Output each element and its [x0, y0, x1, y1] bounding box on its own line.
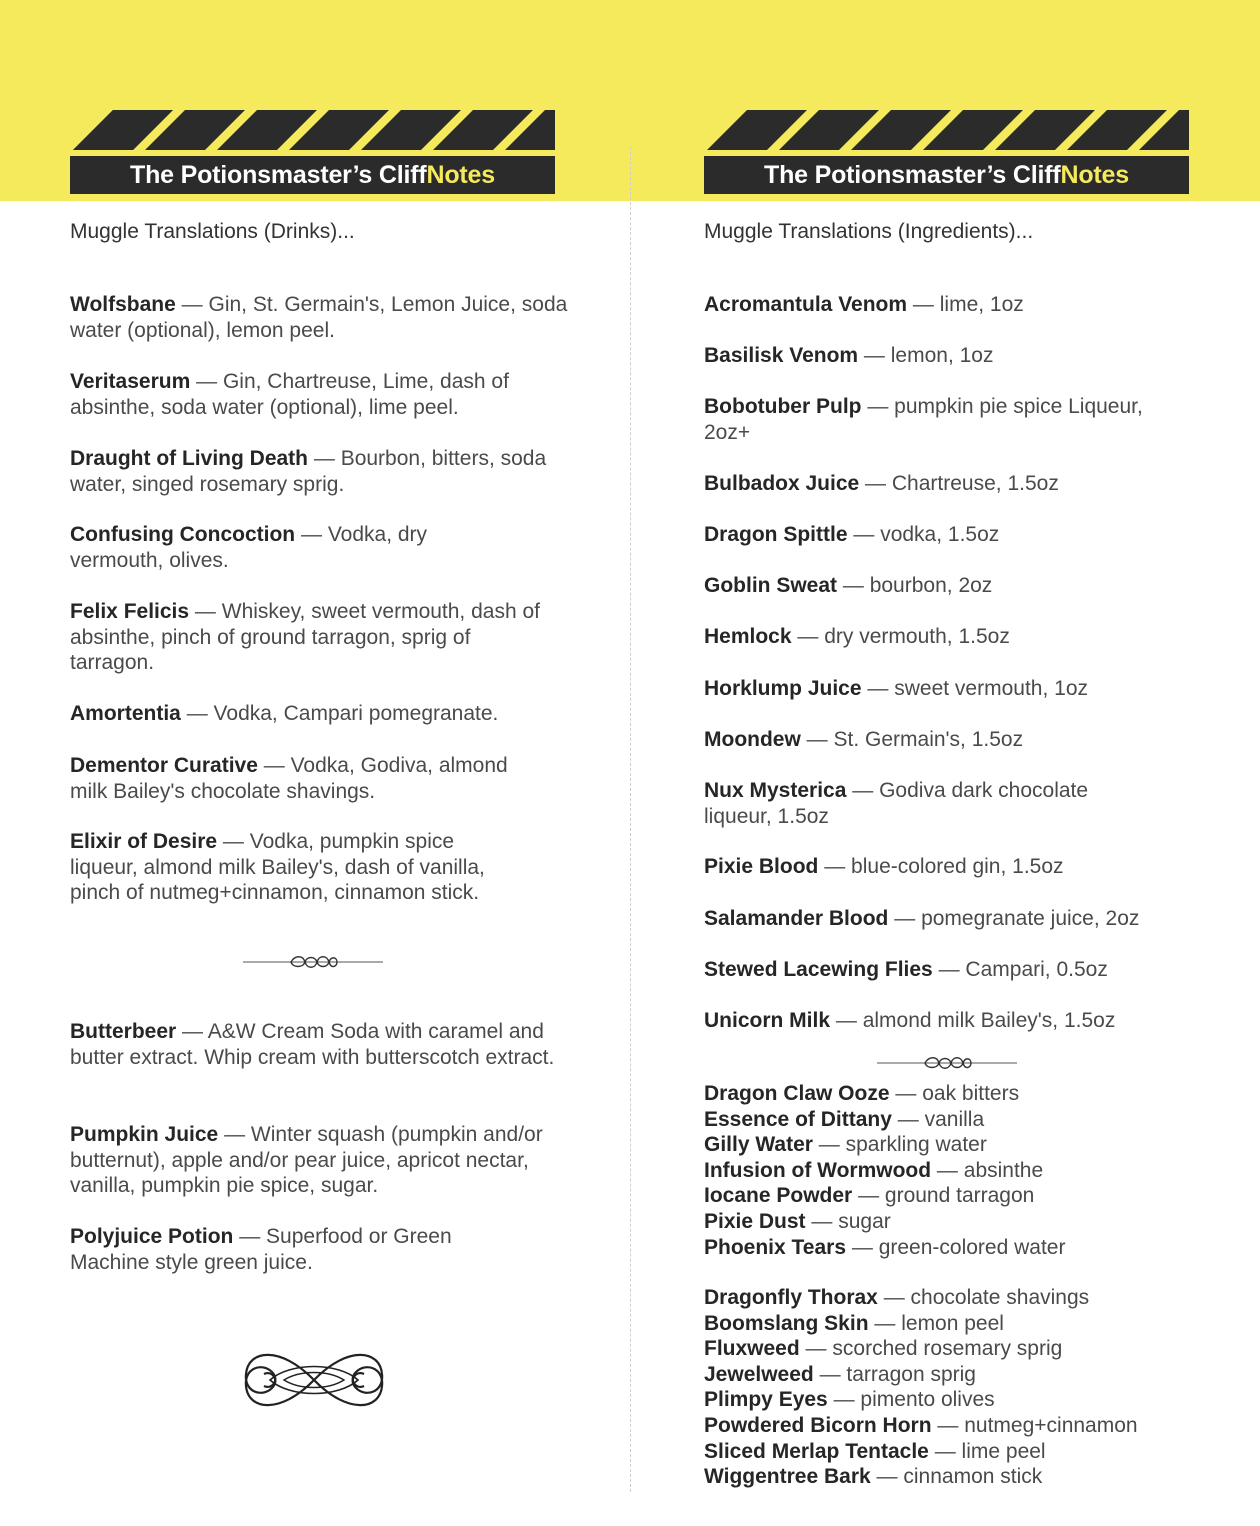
list-item: Basilisk Venom — lemon, 1oz: [704, 344, 994, 367]
list-item: Jewelweed — tarragon sprig: [704, 1362, 976, 1386]
section-subtitle-ingredients: Muggle Translations (Ingredients)...: [704, 220, 1034, 243]
list-item: Veritaserum — Gin, Chartreuse, Lime, dash of absinthe, soda water (optional), lime peel.: [70, 370, 509, 419]
list-item: Unicorn Milk — almond milk Bailey's, 1.5oz: [704, 1009, 1116, 1032]
list-item: Hemlock — dry vermouth, 1.5oz: [704, 625, 1010, 648]
list-item: Felix Felicis — Whiskey, sweet vermouth, dash of absinthe, pinch of ground tarragon, sprig of tarragon.: [70, 600, 540, 675]
ingredients-extras-1: [704, 1081, 1190, 1260]
list-item: Iocane Powder — ground tarragon: [704, 1184, 1035, 1208]
list-item: Salamander Blood — pomegranate juice, 2oz: [704, 907, 1140, 930]
list-item: Dragon Spittle — vodka, 1.5oz: [704, 523, 1000, 546]
list-item: Nux Mysterica — Godiva dark chocolate liqueur, 1.5oz: [704, 779, 1089, 828]
list-item: Acromantula Venom — lime, 1oz: [704, 293, 1024, 316]
list-item: Elixir of Desire — Vodka, pumpkin spice liqueur, almond milk Bailey's, dash of vanilla, pinch of nutmeg+cinnamon, cinnamon stick.: [70, 830, 485, 905]
section-subtitle-drinks: Muggle Translations (Drinks)...: [70, 220, 355, 243]
page-title: The Potionsmaster’s CliffNotes: [70, 156, 555, 194]
list-item: Bobotuber Pulp — pumpkin pie spice Liqueur, 2oz+: [704, 395, 1143, 444]
list-item: Moondew — St. Germain's, 1.5oz: [704, 728, 1024, 751]
swirl-flourish-icon: [240, 1340, 388, 1420]
column-divider: [630, 147, 631, 1492]
hazard-stripe-icon: [70, 110, 555, 150]
hazard-stripe-icon: [704, 110, 1189, 150]
list-item: Amortentia — Vodka, Campari pomegranate.: [70, 702, 499, 725]
list-item: Draught of Living Death — Bourbon, bitters, soda water, singed rosemary sprig.: [70, 447, 547, 496]
list-item: Plimpy Eyes — pimento olives: [704, 1388, 995, 1412]
list-item: Infusion of Wormwood — absinthe: [704, 1158, 1044, 1182]
flourish-divider-icon: [243, 952, 383, 972]
list-item: Sliced Merlap Tentacle — lime peel: [704, 1439, 1046, 1463]
list-item: Horklump Juice — sweet vermouth, 1oz: [704, 677, 1088, 700]
list-item: Essence of Dittany — vanilla: [704, 1107, 985, 1131]
flourish-divider-icon: [877, 1053, 1017, 1073]
list-item: Dragonfly Thorax — chocolate shavings: [704, 1286, 1090, 1309]
list-item: Boomslang Skin — lemon peel: [704, 1311, 1004, 1335]
list-item: Dragon Claw Ooze — oak bitters: [704, 1082, 1020, 1105]
list-item: Wolfsbane — Gin, St. Germain's, Lemon Juice, soda water (optional), lemon peel.: [70, 293, 568, 342]
ingredients-extras-2: [704, 1285, 1190, 1490]
list-item: Polyjuice Potion — Superfood or Green Machine style green juice.: [70, 1225, 452, 1274]
list-item: Pixie Dust — sugar: [704, 1209, 891, 1233]
list-item: Wiggentree Bark — cinnamon stick: [704, 1465, 1043, 1489]
list-item: Gilly Water — sparkling water: [704, 1133, 987, 1157]
list-item: Fluxweed — scorched rosemary sprig: [704, 1337, 1063, 1361]
list-item: Butterbeer — A&W Cream Soda with caramel and butter extract. Whip cream with butterscotch extract.: [70, 1020, 555, 1069]
header-left: [70, 110, 555, 194]
list-item: Stewed Lacewing Flies — Campari, 0.5oz: [704, 958, 1108, 981]
list-item: Dementor Curative — Vodka, Godiva, almond milk Bailey's chocolate shavings.: [70, 754, 508, 803]
list-item: Confusing Concoction — Vodka, dry vermouth, olives.: [70, 523, 428, 572]
page-title: The Potionsmaster’s CliffNotes: [704, 156, 1189, 194]
list-item: Phoenix Tears — green-colored water: [704, 1235, 1066, 1259]
list-item: Goblin Sweat — bourbon, 2oz: [704, 574, 993, 597]
list-item: Pumpkin Juice — Winter squash (pumpkin and/or butternut), apple and/or pear juice, apricot nectar, vanilla, pumpkin pie spice, sugar.: [70, 1123, 543, 1198]
list-item: Pixie Blood — blue-colored gin, 1.5oz: [704, 855, 1064, 878]
header-right: [704, 110, 1189, 194]
list-item: Powdered Bicorn Horn — nutmeg+cinnamon: [704, 1413, 1138, 1437]
list-item: Bulbadox Juice — Chartreuse, 1.5oz: [704, 472, 1059, 495]
